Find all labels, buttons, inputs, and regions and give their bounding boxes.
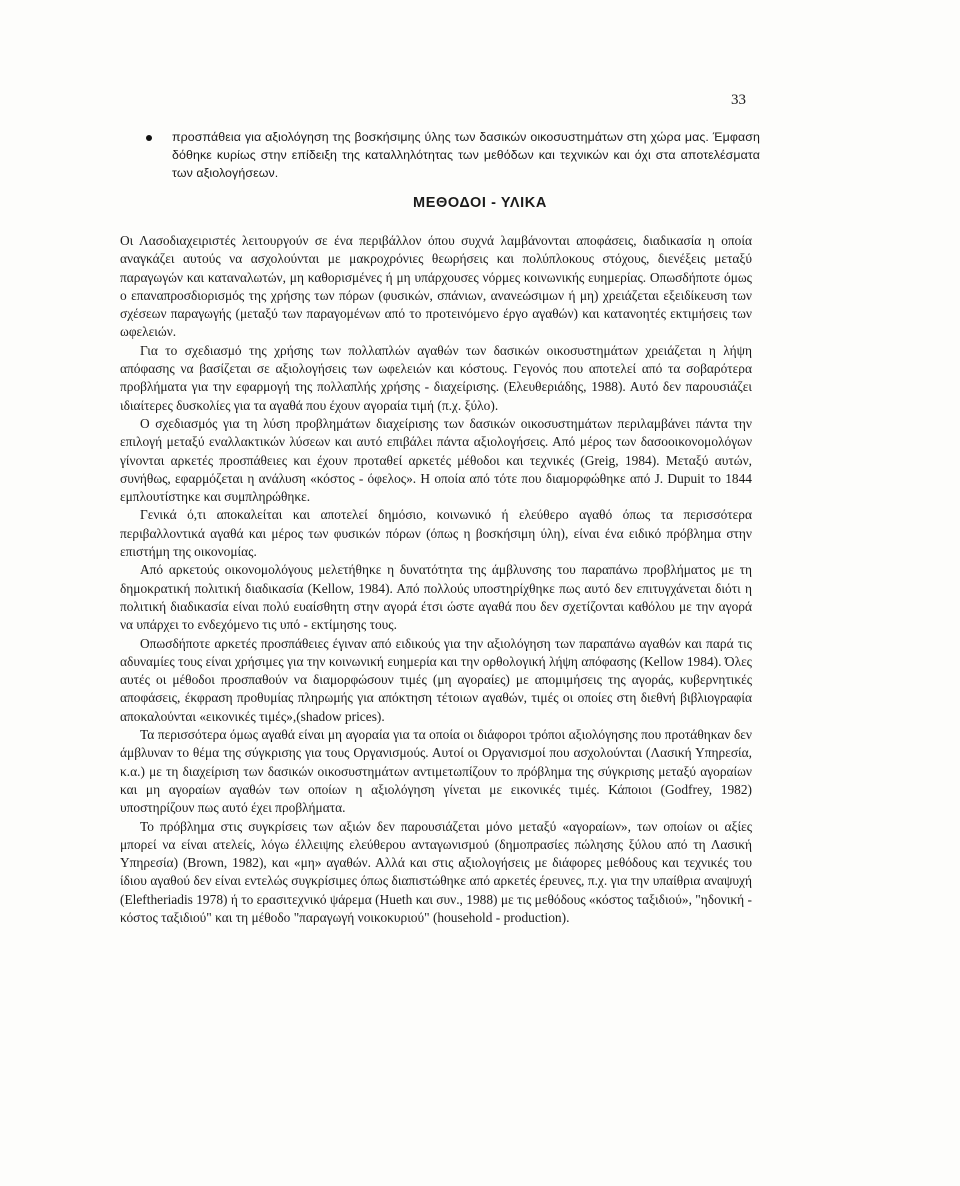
section-title: ΜΕΘΟΔΟΙ - ΥΛΙΚΑ (413, 195, 547, 211)
paragraph-7: Τα περισσότερα όμως αγαθά είναι μη αγοραία για τα οποία οι διάφοροι τρόποι αξιολόγησης που προτάθηκαν δεν άμβλυναν το θέμα της σύγκρισης για τους Οργανισμούς. Αυτοί οι Οργανισμοί που ασχολούνται (Λασική Υπηρεσία, κ.α.) με τη διαχείριση των δασικών οικοσυστημάτων αντιμετωπίζουν το πρόβλημα της σύγκρισης μεταξύ αγοραίων και μη αγοραίων αγαθών των οποίων η αξιολόγηση γίνεται με εικονικές τιμές. Κάποιοι (Godfrey, 1982) υποστηρίζουν πως αυτό έχει προβλήματα. (120, 727, 752, 816)
paragraph-5: Από αρκετούς οικονομολόγους μελετήθηκε η δυνατότητα της άμβλυνσης του παραπάνω προβλήματος με τη δημοκρατική πολιτική διαδικασία (Kellow, 1984). Από πολλούς υποστηρίχθηκε πως αυτό δεν επιτυγχάνεται διότι η πολιτική διαδικασία είναι πολύ ευαίσθητη στην αγορά έτσι ώστε αγαθά που δεν σχετίζονται καθόλου με την αγορά να υπάρχει το ενδεχόμενο τις υπό - εκτίμησης τους. (120, 562, 752, 633)
paragraph-1: Οι Λασοδιαχειριστές λειτουργούν σε ένα περιβάλλον όπου συχνά λαμβάνονται αποφάσεις, διαδικασία η οποία αναγκάζει αυτούς να ασχολούνται με μακροχρόνιες θεωρήσεις και πολύπλοκους στόχους, διενέξεις μεταξύ παραγωγών και καταναλωτών, μη καθορισμένες ή μη υπάρχουσες νόρμες κοινωνικής ευημερίας. Οπωσδήποτε όμως ο επαναπροσδιορισμός της χρήσης των πόρων (φυσικών, σπάνιων, ανανεώσιμων ή μη) χρειάζεται εξειδίκευση των σχέσεων παραγωγής (μεταξύ των παραγομένων από το προτεινόμενο έργο αγαθών) και κατανοητές εκτιμήσεις των ωφελειών. (120, 233, 752, 340)
paragraph-4: Γενικά ό,τι αποκαλείται και αποτελεί δημόσιο, κοινωνικό ή ελεύθερο αγαθό όπως τα περισσότερα περιβαλλοντικά αγαθά και μέρος των φυσικών πόρων (όπως η βοσκήσιμη ύλη), είναι ένα ειδικό πρόβλημα στην επιστήμη της οικονομίας. (120, 507, 752, 560)
paragraph-8: Το πρόβλημα στις συγκρίσεις των αξιών δεν παρουσιάζεται μόνο μεταξύ «αγοραίων», των οποίων οι αξίες μπορεί να είναι ατελείς, λόγω έλλειψης ελεύθερου ανταγωνισμού (δημοπρασίες πώλησης ξύλου από τη Λασική Υπηρεσία) (Brown, 1982), και «μη» αγαθών. Αλλά και στις αξιολογήσεις με διάφορες μεθόδους και τεχνικές του ίδιου αγαθού δεν είναι εντελώς συγκρίσιμες όπως διαπιστώθηκε από αρκετές έρευνες, π.χ. για την υπαίθρια αναψυχή (Eleftheriadis 1978) ή το ερασιτεχνικό ψάρεμα (Hueth και συν., 1988) με τις μεθόδους «κόστος ταξιδιού», "ηδονική - κόστος ταξιδιού" και τη μέθοδο "παραγωγή νοικοκυριού" (household - production). (120, 818, 752, 925)
paragraph-3: Ο σχεδιασμός για τη λύση προβλημάτων διαχείρισης των δασικών οικοσυστημάτων περιλαμβάνει πάντα την επιλογή μεταξύ εναλλακτικών λύσεων και αυτό επιβάλει πάντα αξιολογήσεις. Από μέρος των δασοοικονομολόγων γίνονται αρκετές προσπάθειες και έχουν προταθεί αρκετές μέθοδοι και τεχνικές (Greig, 1984). Μεταξύ αυτών, συνήθως, εφαρμόζεται η ανάλυση «κόστος - όφελος». Η οποία από τότε που διαμορφώθηκε από J. Dupuit το 1844 εμπλουτίστηκε και συμπληρώθηκε. (120, 415, 752, 505)
bullet-text: προσπάθεια για αξιολόγηση της βοσκήσιμης ύλης των δασικών οικοσυστημάτων στη χώρα μας. Έμφαση δόθηκε κυρίως στην επίδειξη της καταλληλότητας των μεθόδων και τεχνικών και όχι στα αποτελέσματα των αξιολογήσεων. (172, 130, 760, 180)
bullet-item (150, 128, 760, 182)
paragraph-2: Για το σχεδιασμό της χρήσης των πολλαπλών αγαθών των δασικών οικοσυστημάτων χρειάζεται η λήψη απόφασης να βασίζεται σε αξιολογήσεις των ωφελειών και κόστους. Γεγονός που αποτελεί από τα σοβαρότερα προβλήματα για την εφαρμογή της πολλαπλής χρήσης - διαχείρισης. (Ελευθεριάδης, 1988). Αυτό δεν παρουσιάζει ιδιαίτερες δυσκολίες για τα αγαθά που έχουν αγοραία τιμή (π.χ. ξύλο). (120, 342, 752, 413)
page-number: 33 (731, 92, 746, 108)
paragraph-6: Οπωσδήποτε αρκετές προσπάθειες έγιναν από ειδικούς για την αξιολόγηση των παραπάνω αγαθών και παρά τις αδυναμίες τους είναι χρήσιμες για την κοινωνική ευημερία και την ορθολογική λήψη απόφασης (Kellow 1984). Όλες αυτές οι μέθοδοι προσπαθούν να διαμορφώσουν τιμές (μη αγοραίες) με απομιμήσεις της αγοράς, κυβερνητικές αποφάσεις, έκφραση προθυμίας πληρωμής για απόκτηση τέτοιων αγαθών, τιμές οι οποίες στη διεθνή βιβλιογραφία αποκαλούνται «εικονικές τιμές»,(shadow prices). (120, 635, 752, 724)
body-text (120, 232, 752, 927)
bullet-dot-icon (146, 135, 152, 141)
